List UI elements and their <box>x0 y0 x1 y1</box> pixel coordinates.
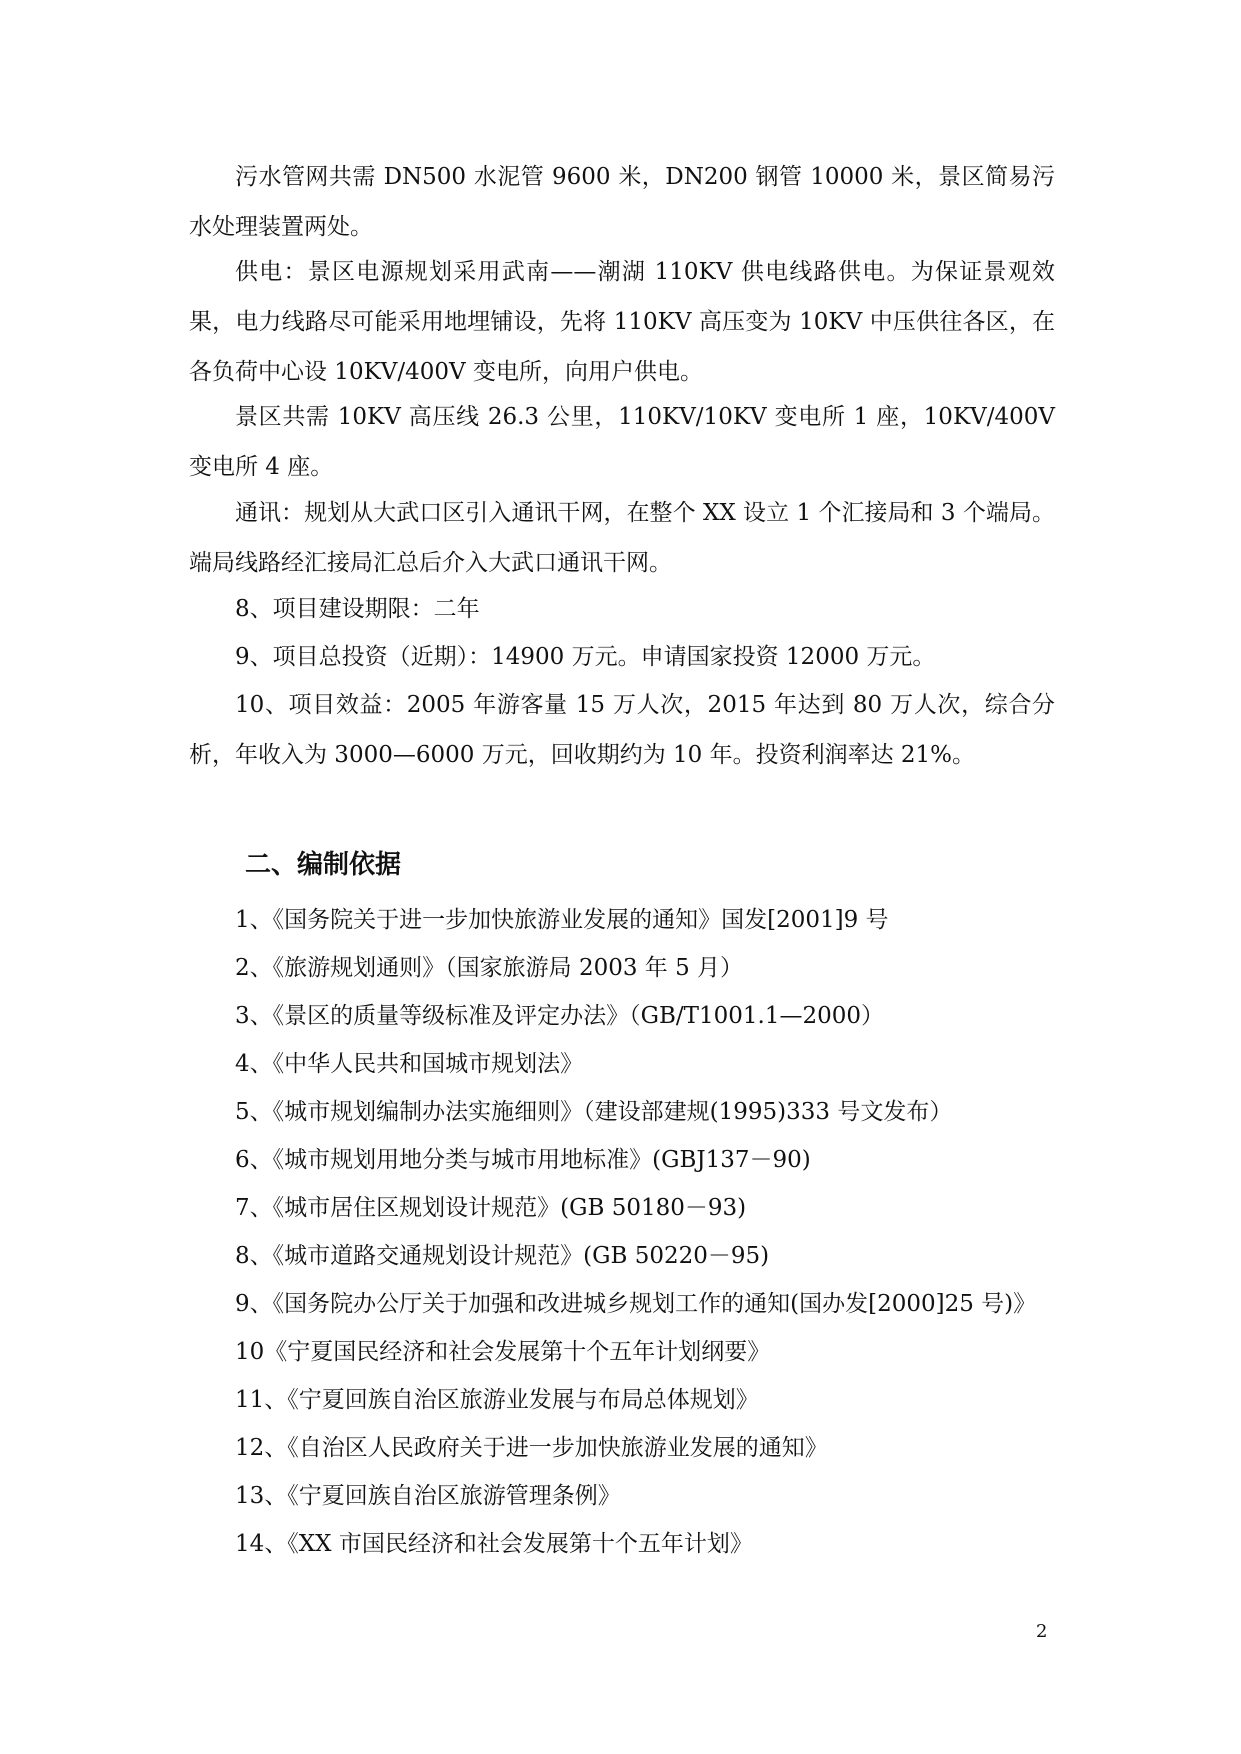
reference-item: 6、《城市规划用地分类与城市用地标准》(GBJ137－90) <box>235 1147 811 1173</box>
reference-item: 14、《XX 市国民经济和社会发展第十个五年计划》 <box>235 1531 753 1557</box>
page-number: 2 <box>1036 1621 1048 1642</box>
reference-item: 1、《国务院关于进一步加快旅游业发展的通知》国发[2001]9 号 <box>235 907 889 933</box>
reference-item: 10《宁夏国民经济和社会发展第十个五年计划纲要》 <box>235 1339 771 1365</box>
paragraph-telecom: 通讯：规划从大武口区引入通讯干网，在整个 XX 设立 1 个汇接局和 3 个端局。端局线路经汇接局汇总后介入大武口通讯干网。 <box>189 500 1055 576</box>
reference-item: 12、《自治区人民政府关于进一步加快旅游业发展的通知》 <box>235 1435 828 1461</box>
reference-item: 8、《城市道路交通规划设计规范》(GB 50220－95) <box>235 1243 770 1269</box>
item-total-investment: 9、项目总投资（近期）：14900 万元。申请国家投资 12000 万元。 <box>235 644 936 670</box>
paragraph-project-benefit: 10、项目效益：2005 年游客量 15 万人次，2015 年达到 80 万人次，综合分析，年收入为 3000—6000 万元，回收期约为 10 年。投资利润率达 21%。 <box>189 692 1055 768</box>
paragraph-power-supply: 供电：景区电源规划采用武南——潮湖 110KV 供电线路供电。为保证景观效果，电力线路尽可能采用地埋铺设，先将 110KV 高压变为 10KV 中压供往各区，在各负荷中心设 10KV/400V 变电所，向用户供电。 <box>189 259 1055 385</box>
paragraph-sewage: 污水管网共需 DN500 水泥管 9600 米，DN200 钢管 10000 米，景区简易污水处理装置两处。 <box>189 164 1055 240</box>
reference-item: 11、《宁夏回族自治区旅游业发展与布局总体规划》 <box>235 1387 759 1413</box>
reference-item: 5、《城市规划编制办法实施细则》（建设部建规(1995)333 号文发布） <box>235 1099 953 1125</box>
paragraph-power-facilities: 景区共需 10KV 高压线 26.3 公里，110KV/10KV 变电所 1 座，10KV/400V 变电所 4 座。 <box>189 404 1055 480</box>
reference-item: 13、《宁夏回族自治区旅游管理条例》 <box>235 1483 621 1509</box>
reference-item: 4、《中华人民共和国城市规划法》 <box>235 1051 584 1077</box>
section-heading: 二、编制依据 <box>245 850 402 880</box>
reference-item: 7、《城市居住区规划设计规范》(GB 50180－93) <box>235 1195 747 1221</box>
reference-item: 2、《旅游规划通则》（国家旅游局 2003 年 5 月） <box>235 955 744 981</box>
item-construction-period: 8、项目建设期限：二年 <box>235 596 480 622</box>
reference-item: 9、《国务院办公厅关于加强和改进城乡规划工作的通知(国办发[2000]25 号)》 <box>235 1291 1037 1317</box>
reference-item: 3、《景区的质量等级标准及评定办法》（GB/T1001.1—2000） <box>235 1003 885 1029</box>
